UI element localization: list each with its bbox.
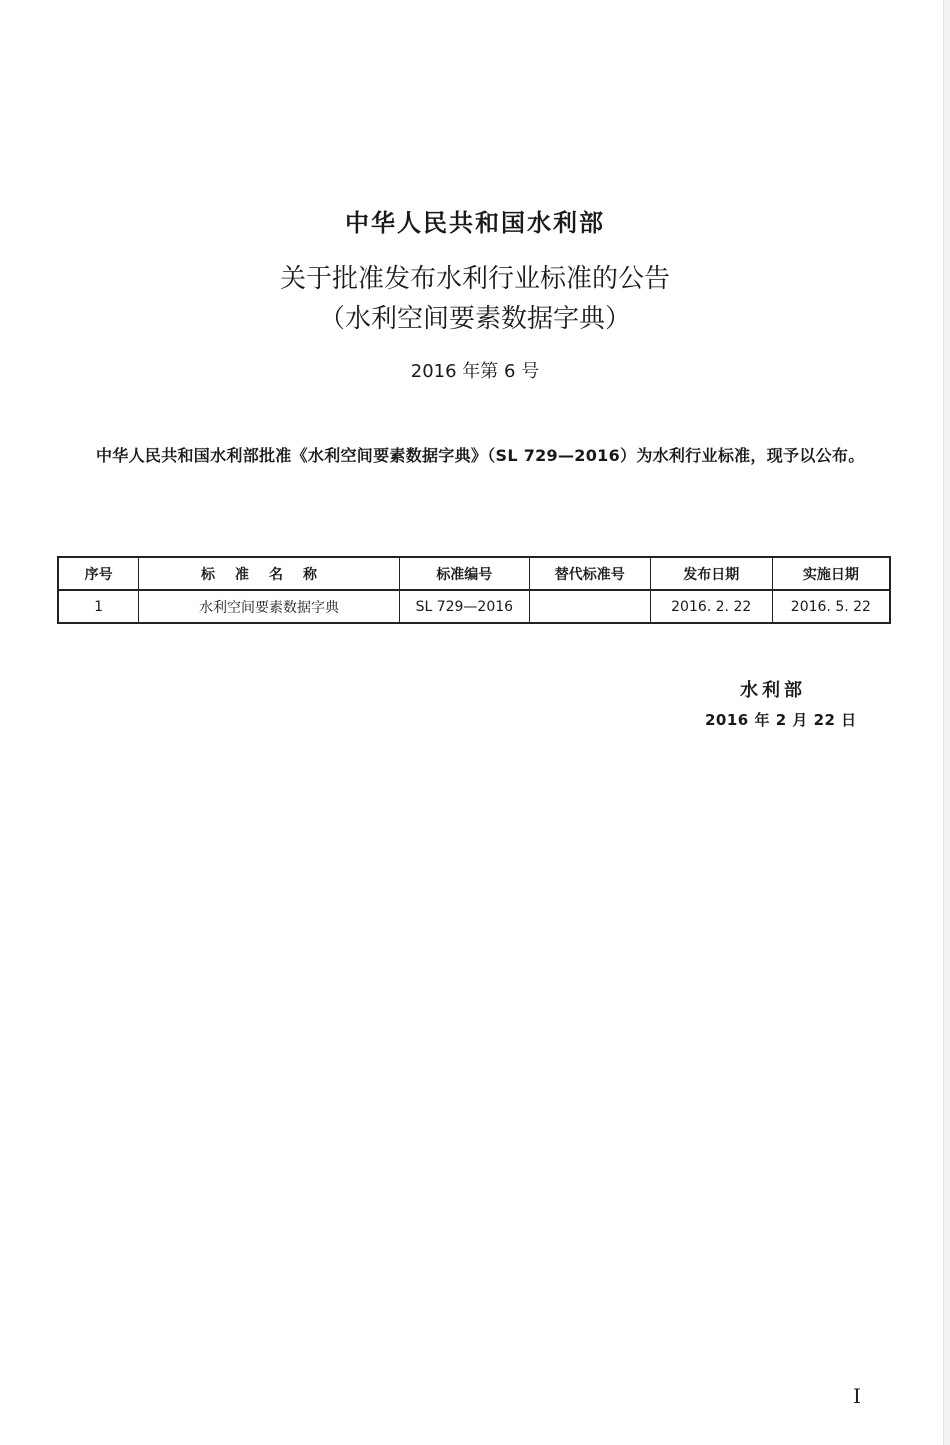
table-row	[58, 590, 890, 623]
cell-replaced	[529, 590, 650, 623]
cell-seq: 1	[58, 590, 139, 623]
body-paragraph: 中华人民共和国水利部批准《水利空间要素数据字典》（SL 729—2016）为水利行业标准，现予以公布。	[96, 446, 865, 465]
signer-org: 水利部	[740, 680, 806, 701]
issuer-heading: 中华人民共和国水利部	[345, 209, 605, 237]
header-seq: 序号	[58, 557, 139, 590]
table-header-row	[58, 557, 890, 590]
cell-number: SL 729—2016	[399, 590, 529, 623]
page-number: I	[853, 1384, 861, 1408]
notice-title-line1: 关于批准发布水利行业标准的公告	[279, 264, 670, 294]
notice-title	[0, 259, 950, 339]
notice-title-line2: （水利空间要素数据字典）	[318, 304, 631, 334]
cell-name: 水利空间要素数据字典	[139, 590, 400, 623]
header-publish-date: 发布日期	[650, 557, 772, 590]
cell-implement-date: 2016. 5. 22	[772, 590, 890, 623]
header-replaced: 替代标准号	[529, 557, 650, 590]
header-name: 标准名称	[139, 557, 400, 590]
header-number: 标准编号	[399, 557, 529, 590]
signature-date: 2016 年 2 月 22 日	[705, 711, 857, 729]
cell-publish-date: 2016. 2. 22	[650, 590, 772, 623]
standards-table	[57, 556, 891, 624]
header-implement-date: 实施日期	[772, 557, 890, 590]
notice-number: 2016 年第 6 号	[410, 361, 540, 382]
